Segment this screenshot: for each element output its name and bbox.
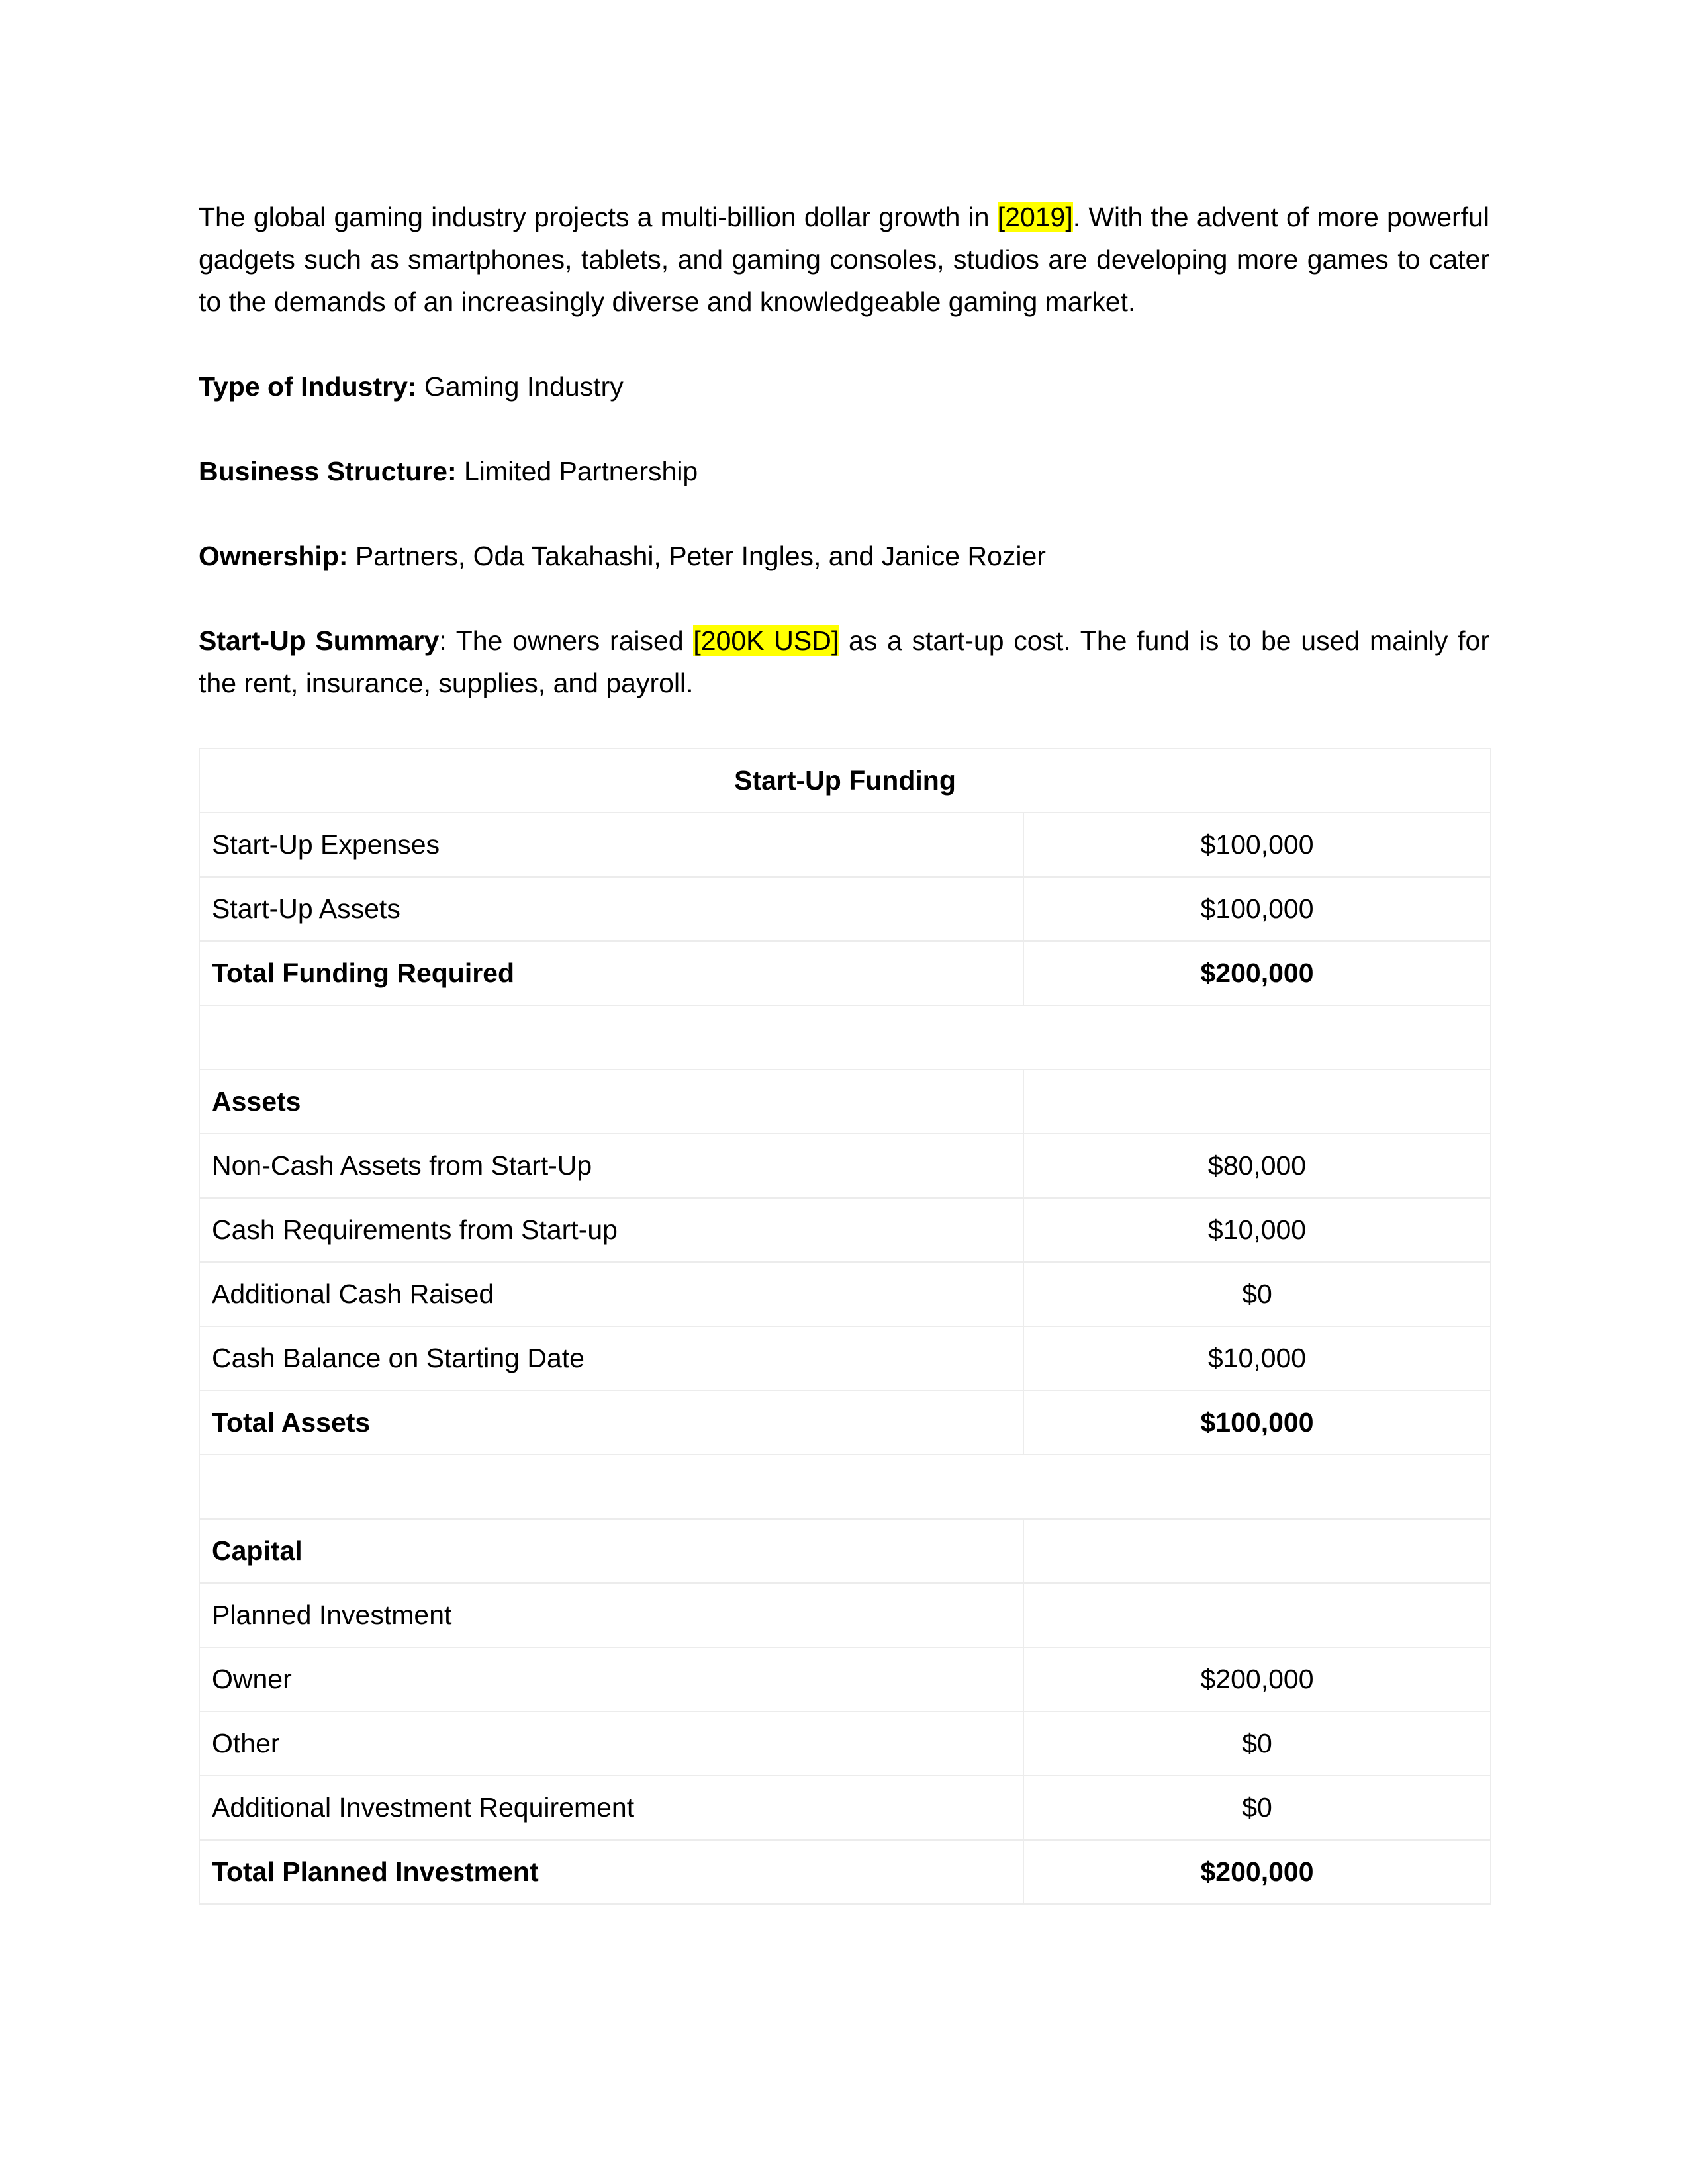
table-row [199,1262,1491,1326]
table-row [199,1840,1491,1904]
table-row [199,1455,1491,1519]
table-row [199,1326,1491,1390]
blank-row-cell [199,1005,1491,1069]
startup-text: : The owners raised [439,625,694,656]
row-label: Start-Up Assets [199,877,1023,941]
table-row [199,1647,1491,1711]
startup-funding-table [199,748,1491,1905]
table-row [199,941,1491,1005]
row-value [1023,1519,1491,1583]
row-label: Capital [199,1519,1023,1583]
ownership-label: Ownership: [199,541,348,571]
row-value: $10,000 [1023,1198,1491,1262]
row-label: Total Planned Investment [199,1840,1023,1904]
industry-label: Type of Industry: [199,371,417,402]
row-label: Cash Balance on Starting Date [199,1326,1023,1390]
blank-row-cell [199,1455,1491,1519]
table-row [199,1711,1491,1776]
row-label: Non-Cash Assets from Start-Up [199,1134,1023,1198]
intro-text: The global gaming industry projects a multi-billion dollar growth in [199,202,998,232]
row-value: $100,000 [1023,1390,1491,1455]
row-value: $0 [1023,1262,1491,1326]
row-label: Additional Investment Requirement [199,1776,1023,1840]
table-title-row [199,749,1491,813]
row-value [1023,1583,1491,1647]
row-value: $80,000 [1023,1134,1491,1198]
document-body [199,196,1489,704]
row-value: $10,000 [1023,1326,1491,1390]
row-label: Total Assets [199,1390,1023,1455]
table-row [199,1198,1491,1262]
startup-label: Start-Up Summary [199,625,440,656]
row-value: $100,000 [1023,877,1491,941]
table-row [199,1390,1491,1455]
row-value: $200,000 [1023,941,1491,1005]
row-label: Owner [199,1647,1023,1711]
row-value: $0 [1023,1711,1491,1776]
intro-paragraph [199,196,1489,323]
table-row [199,1069,1491,1134]
table-title: Start-Up Funding [199,749,1491,813]
row-label: Assets [199,1069,1023,1134]
industry-value: Gaming Industry [416,371,624,402]
row-label: Additional Cash Raised [199,1262,1023,1326]
year-highlight: [2019] [997,202,1073,232]
startup-summary [199,619,1489,704]
table-row [199,1134,1491,1198]
row-label: Total Funding Required [199,941,1023,1005]
structure-line [199,450,1489,492]
industry-line [199,365,1489,408]
row-value: $200,000 [1023,1647,1491,1711]
table-row [199,1583,1491,1647]
ownership-value: Partners, Oda Takahashi, Peter Ingles, and Janice Rozier [348,541,1046,571]
table-row [199,813,1491,877]
table-row [199,1776,1491,1840]
row-value [1023,1069,1491,1134]
row-label: Other [199,1711,1023,1776]
row-label: Cash Requirements from Start-up [199,1198,1023,1262]
row-label: Start-Up Expenses [199,813,1023,877]
row-label: Planned Investment [199,1583,1023,1647]
amount-highlight: [200K USD] [693,625,839,656]
table-row [199,1005,1491,1069]
structure-value: Limited Partnership [456,456,698,486]
structure-label: Business Structure: [199,456,457,486]
table-row [199,1519,1491,1583]
ownership-line [199,535,1489,577]
intro-text-rest: . With the advent of more powerful gadgets such as smartphones, tablets, and gaming consoles, studios are developing more games to cater to the demands of an increasingly diverse and knowledgeable gaming market. [199,202,1489,317]
startup-text-rest: as a start-up cost. The fund is to be used mainly for the rent, insurance, supplies, and payroll. [199,625,1489,698]
row-value: $0 [1023,1776,1491,1840]
table-row [199,877,1491,941]
row-value: $200,000 [1023,1840,1491,1904]
row-value: $100,000 [1023,813,1491,877]
